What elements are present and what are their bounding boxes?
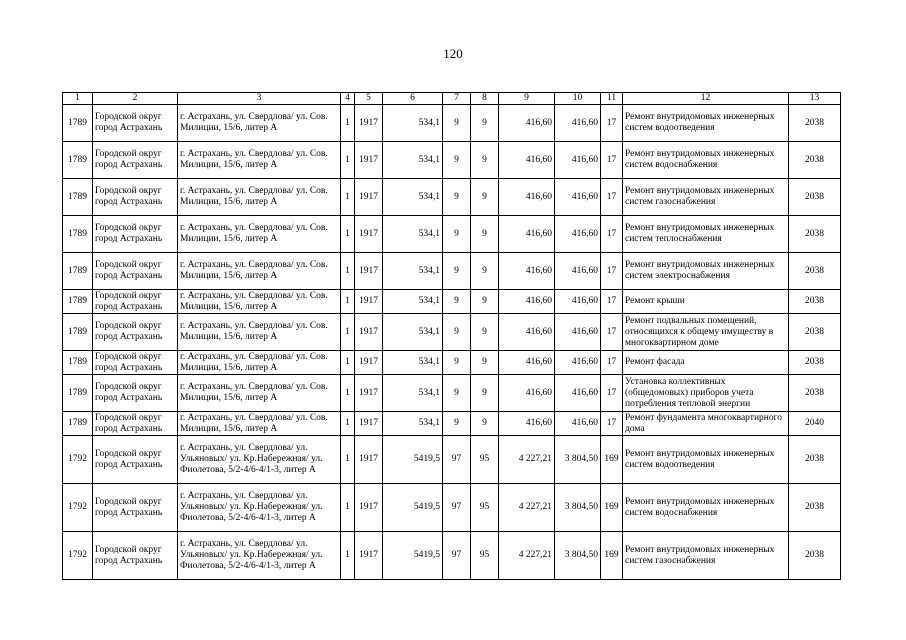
cell-col7: 9 — [443, 253, 471, 290]
cell-area-a: 4 227,21 — [499, 484, 555, 532]
cell-address: г. Астрахань, ул. Свердлова/ ул. Сов. Милиции, 15/6, литер А — [178, 216, 341, 253]
cell-number: 1789 — [63, 314, 93, 351]
cell-work-type: Ремонт внутридомовых инженерных систем газоснабжения — [623, 532, 789, 580]
cell-work-type: Ремонт фундамента многоквартирного дома — [623, 412, 789, 436]
cell-address: г. Астрахань, ул. Свердлова/ ул. Сов. Милиции, 15/6, литер А — [178, 290, 341, 314]
cell-year: 1917 — [355, 532, 383, 580]
cell-col8: 9 — [471, 290, 499, 314]
table-row — [63, 179, 841, 216]
table-body — [63, 105, 841, 580]
cell-col8: 95 — [471, 436, 499, 484]
cell-plan-year: 2040 — [789, 412, 841, 436]
cell-residents: 17 — [601, 105, 623, 142]
cell-total-area: 534,1 — [383, 216, 443, 253]
cell-total-area: 534,1 — [383, 105, 443, 142]
cell-plan-year: 2038 — [789, 179, 841, 216]
cell-address: г. Астрахань, ул. Свердлова/ ул. Сов. Милиции, 15/6, литер А — [178, 253, 341, 290]
cell-col4: 1 — [341, 436, 355, 484]
cell-residents: 17 — [601, 290, 623, 314]
cell-area-a: 416,60 — [499, 179, 555, 216]
cell-area-b: 416,60 — [555, 216, 601, 253]
column-header: 5 — [355, 93, 383, 105]
table-row — [63, 314, 841, 351]
table-row — [63, 436, 841, 484]
column-header: 3 — [178, 93, 341, 105]
cell-residents: 17 — [601, 179, 623, 216]
cell-col4: 1 — [341, 351, 355, 375]
cell-total-area: 534,1 — [383, 142, 443, 179]
cell-area-b: 416,60 — [555, 412, 601, 436]
cell-col4: 1 — [341, 314, 355, 351]
cell-address: г. Астрахань, ул. Свердлова/ ул. Ульяновых/ ул. Кр.Набережная/ ул. Фиолетова, 5/2-4/6-4/1-3, литер А — [178, 532, 341, 580]
cell-address: г. Астрахань, ул. Свердлова/ ул. Сов. Милиции, 15/6, литер А — [178, 375, 341, 412]
cell-number: 1792 — [63, 532, 93, 580]
cell-municipality: Городской округ город Астрахань — [93, 351, 178, 375]
cell-number: 1789 — [63, 142, 93, 179]
cell-year: 1917 — [355, 375, 383, 412]
cell-residents: 17 — [601, 351, 623, 375]
cell-area-a: 416,60 — [499, 412, 555, 436]
cell-total-area: 5419,5 — [383, 484, 443, 532]
cell-area-b: 416,60 — [555, 253, 601, 290]
cell-year: 1917 — [355, 253, 383, 290]
cell-number: 1789 — [63, 375, 93, 412]
cell-address: г. Астрахань, ул. Свердлова/ ул. Сов. Милиции, 15/6, литер А — [178, 142, 341, 179]
cell-area-a: 416,60 — [499, 314, 555, 351]
cell-year: 1917 — [355, 290, 383, 314]
cell-residents: 17 — [601, 412, 623, 436]
table-row — [63, 142, 841, 179]
cell-col4: 1 — [341, 142, 355, 179]
cell-year: 1917 — [355, 314, 383, 351]
cell-col4: 1 — [341, 375, 355, 412]
cell-col7: 9 — [443, 105, 471, 142]
cell-plan-year: 2038 — [789, 375, 841, 412]
cell-total-area: 534,1 — [383, 375, 443, 412]
cell-area-b: 416,60 — [555, 351, 601, 375]
table-row — [63, 351, 841, 375]
cell-total-area: 534,1 — [383, 253, 443, 290]
cell-number: 1789 — [63, 290, 93, 314]
cell-municipality: Городской округ город Астрахань — [93, 253, 178, 290]
cell-col8: 9 — [471, 412, 499, 436]
cell-area-b: 416,60 — [555, 314, 601, 351]
cell-number: 1789 — [63, 179, 93, 216]
column-header: 8 — [471, 93, 499, 105]
cell-col8: 95 — [471, 532, 499, 580]
table-row — [63, 290, 841, 314]
cell-residents: 17 — [601, 216, 623, 253]
cell-number: 1792 — [63, 484, 93, 532]
cell-number: 1789 — [63, 253, 93, 290]
cell-address: г. Астрахань, ул. Свердлова/ ул. Сов. Милиции, 15/6, литер А — [178, 179, 341, 216]
cell-municipality: Городской округ город Астрахань — [93, 484, 178, 532]
cell-municipality: Городской округ город Астрахань — [93, 436, 178, 484]
table-row — [63, 412, 841, 436]
column-header: 2 — [93, 93, 178, 105]
cell-area-b: 416,60 — [555, 290, 601, 314]
cell-col4: 1 — [341, 412, 355, 436]
cell-total-area: 534,1 — [383, 351, 443, 375]
cell-work-type: Ремонт внутридомовых инженерных систем электроснабжения — [623, 253, 789, 290]
cell-work-type: Ремонт внутридомовых инженерных систем водоснабжения — [623, 142, 789, 179]
cell-col4: 1 — [341, 484, 355, 532]
cell-address: г. Астрахань, ул. Свердлова/ ул. Сов. Милиции, 15/6, литер А — [178, 314, 341, 351]
cell-residents: 17 — [601, 142, 623, 179]
page-number: 120 — [443, 46, 463, 61]
cell-work-type: Ремонт внутридомовых инженерных систем водоотведения — [623, 436, 789, 484]
cell-municipality: Городской округ город Астрахань — [93, 532, 178, 580]
cell-total-area: 534,1 — [383, 179, 443, 216]
cell-work-type: Ремонт внутридомовых инженерных систем газоснабжения — [623, 179, 789, 216]
cell-area-b: 3 804,50 — [555, 436, 601, 484]
cell-area-b: 416,60 — [555, 179, 601, 216]
cell-year: 1917 — [355, 412, 383, 436]
cell-area-a: 416,60 — [499, 105, 555, 142]
cell-number: 1789 — [63, 216, 93, 253]
cell-area-a: 416,60 — [499, 253, 555, 290]
cell-year: 1917 — [355, 179, 383, 216]
cell-col7: 9 — [443, 351, 471, 375]
cell-col7: 9 — [443, 375, 471, 412]
cell-municipality: Городской округ город Астрахань — [93, 290, 178, 314]
cell-col8: 9 — [471, 375, 499, 412]
cell-col7: 97 — [443, 532, 471, 580]
cell-col7: 9 — [443, 290, 471, 314]
cell-residents: 169 — [601, 436, 623, 484]
cell-work-type: Ремонт крыши — [623, 290, 789, 314]
cell-number: 1789 — [63, 351, 93, 375]
column-header: 6 — [383, 93, 443, 105]
cell-total-area: 534,1 — [383, 412, 443, 436]
cell-residents: 169 — [601, 484, 623, 532]
cell-area-a: 4 227,21 — [499, 436, 555, 484]
table-header — [63, 93, 841, 105]
cell-plan-year: 2038 — [789, 532, 841, 580]
table-row — [63, 375, 841, 412]
cell-plan-year: 2038 — [789, 216, 841, 253]
cell-plan-year: 2038 — [789, 290, 841, 314]
cell-area-b: 416,60 — [555, 105, 601, 142]
cell-col7: 9 — [443, 142, 471, 179]
cell-col8: 95 — [471, 484, 499, 532]
register-table — [62, 92, 841, 580]
table-row — [63, 105, 841, 142]
cell-year: 1917 — [355, 351, 383, 375]
column-header: 4 — [341, 93, 355, 105]
cell-address: г. Астрахань, ул. Свердлова/ ул. Сов. Милиции, 15/6, литер А — [178, 105, 341, 142]
cell-plan-year: 2038 — [789, 436, 841, 484]
table-row — [63, 253, 841, 290]
cell-work-type: Ремонт фасада — [623, 351, 789, 375]
table-row — [63, 532, 841, 580]
cell-number: 1792 — [63, 436, 93, 484]
cell-col8: 9 — [471, 105, 499, 142]
column-header: 9 — [499, 93, 555, 105]
column-header: 12 — [623, 93, 789, 105]
cell-municipality: Городской округ город Астрахань — [93, 216, 178, 253]
cell-residents: 17 — [601, 314, 623, 351]
cell-municipality: Городской округ город Астрахань — [93, 179, 178, 216]
cell-col8: 9 — [471, 253, 499, 290]
cell-area-b: 416,60 — [555, 142, 601, 179]
cell-plan-year: 2038 — [789, 484, 841, 532]
cell-col4: 1 — [341, 179, 355, 216]
cell-total-area: 5419,5 — [383, 532, 443, 580]
cell-municipality: Городской округ город Астрахань — [93, 412, 178, 436]
column-header: 11 — [601, 93, 623, 105]
cell-col8: 9 — [471, 314, 499, 351]
cell-col4: 1 — [341, 253, 355, 290]
cell-work-type: Ремонт внутридомовых инженерных систем теплоснабжения — [623, 216, 789, 253]
cell-work-type: Ремонт подвальных помещений, относящихся к общему имуществу в многоквартирном доме — [623, 314, 789, 351]
column-header: 1 — [63, 93, 93, 105]
cell-col7: 9 — [443, 412, 471, 436]
column-header: 10 — [555, 93, 601, 105]
cell-col7: 97 — [443, 484, 471, 532]
header-row — [63, 93, 841, 105]
column-header: 13 — [789, 93, 841, 105]
cell-plan-year: 2038 — [789, 314, 841, 351]
cell-col8: 9 — [471, 142, 499, 179]
cell-work-type: Ремонт внутридомовых инженерных систем водоснабжения — [623, 484, 789, 532]
cell-col7: 9 — [443, 216, 471, 253]
cell-number: 1789 — [63, 105, 93, 142]
cell-area-b: 3 804,50 — [555, 484, 601, 532]
cell-plan-year: 2038 — [789, 105, 841, 142]
cell-col4: 1 — [341, 290, 355, 314]
cell-col8: 9 — [471, 216, 499, 253]
cell-residents: 17 — [601, 375, 623, 412]
cell-municipality: Городской округ город Астрахань — [93, 142, 178, 179]
cell-col4: 1 — [341, 105, 355, 142]
cell-col4: 1 — [341, 216, 355, 253]
cell-municipality: Городской округ город Астрахань — [93, 375, 178, 412]
cell-plan-year: 2038 — [789, 351, 841, 375]
cell-area-a: 416,60 — [499, 142, 555, 179]
cell-address: г. Астрахань, ул. Свердлова/ ул. Ульяновых/ ул. Кр.Набережная/ ул. Фиолетова, 5/2-4/6-4/1-3, литер А — [178, 484, 341, 532]
cell-plan-year: 2038 — [789, 253, 841, 290]
cell-total-area: 5419,5 — [383, 436, 443, 484]
cell-area-a: 416,60 — [499, 375, 555, 412]
cell-municipality: Городской округ город Астрахань — [93, 105, 178, 142]
cell-col4: 1 — [341, 532, 355, 580]
cell-year: 1917 — [355, 105, 383, 142]
cell-residents: 169 — [601, 532, 623, 580]
cell-plan-year: 2038 — [789, 142, 841, 179]
cell-area-a: 4 227,21 — [499, 532, 555, 580]
cell-area-b: 3 804,50 — [555, 532, 601, 580]
cell-col8: 9 — [471, 351, 499, 375]
cell-total-area: 534,1 — [383, 314, 443, 351]
cell-area-a: 416,60 — [499, 290, 555, 314]
cell-address: г. Астрахань, ул. Свердлова/ ул. Ульяновых/ ул. Кр.Набережная/ ул. Фиолетова, 5/2-4/6-4/1-3, литер А — [178, 436, 341, 484]
cell-number: 1789 — [63, 412, 93, 436]
cell-year: 1917 — [355, 484, 383, 532]
cell-work-type: Установка коллективных (общедомовых) приборов учета потребления тепловой энергии — [623, 375, 789, 412]
cell-residents: 17 — [601, 253, 623, 290]
table-row — [63, 216, 841, 253]
cell-municipality: Городской округ город Астрахань — [93, 314, 178, 351]
cell-address: г. Астрахань, ул. Свердлова/ ул. Сов. Милиции, 15/6, литер А — [178, 412, 341, 436]
column-header: 7 — [443, 93, 471, 105]
cell-area-b: 416,60 — [555, 375, 601, 412]
table-row — [63, 484, 841, 532]
cell-year: 1917 — [355, 436, 383, 484]
cell-col7: 9 — [443, 314, 471, 351]
cell-col7: 97 — [443, 436, 471, 484]
cell-total-area: 534,1 — [383, 290, 443, 314]
cell-address: г. Астрахань, ул. Свердлова/ ул. Сов. Милиции, 15/6, литер А — [178, 351, 341, 375]
cell-area-a: 416,60 — [499, 351, 555, 375]
cell-area-a: 416,60 — [499, 216, 555, 253]
cell-year: 1917 — [355, 216, 383, 253]
cell-work-type: Ремонт внутридомовых инженерных систем водоотведения — [623, 105, 789, 142]
cell-col8: 9 — [471, 179, 499, 216]
cell-year: 1917 — [355, 142, 383, 179]
cell-col7: 9 — [443, 179, 471, 216]
